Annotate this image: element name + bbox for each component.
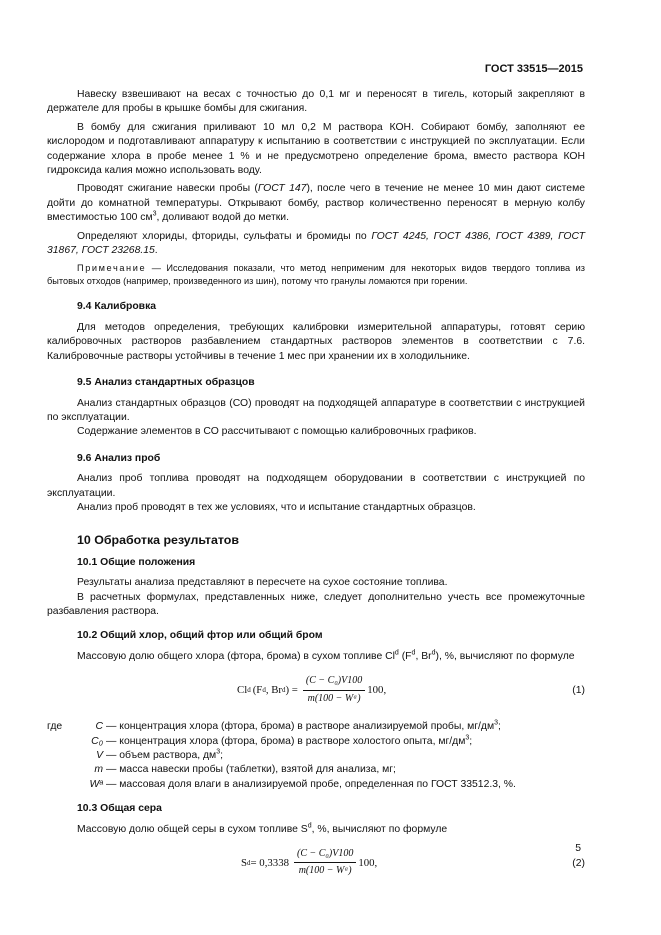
formula-1-number: (1)	[572, 685, 585, 697]
page-number: 5	[575, 843, 581, 854]
gost-refs: ГОСТ 4245, ГОСТ 4386, ГОСТ 4389, ГОСТ 31867, ГОСТ 23268.15	[47, 230, 585, 257]
formula-2	[47, 843, 585, 887]
section-10-3-title: 10.3 Общая сера	[77, 803, 162, 815]
section-9-6-title: 9.6 Анализ проб	[77, 452, 161, 464]
formula-1-numerator: (C − C₀)V100	[303, 674, 365, 690]
formula-2-number: (2)	[572, 858, 585, 870]
gost-147-ref: ГОСТ 147	[257, 183, 307, 195]
section-9-5-title: 9.5 Анализ стандартных образцов	[77, 377, 255, 389]
section-9-5-text-1: Анализ стандартных образцов (СО) проводят на подходящей аппаратуре в соответствии с инструкцией по эксплуатации.	[47, 397, 585, 423]
definition-row: m — масса навески пробы (таблетки), взятой для анализа, мг;	[94, 764, 396, 776]
definition-row: V — объем раствора, $дм^3$;	[96, 748, 223, 761]
paragraph-bomb: В бомбу для сжигания приливают 10 мл 0,2 М раствора КОН. Собирают бомбу, заполняют ее кислородом и подготавливают аппаратуру к испытанию в соответствии с инструкцией по эксплуатации. Если содержание хлора в пробе менее 1 % и не предусмотрено определение брома, вместо раствора КОН гидроксида калия можно использовать воду.	[47, 121, 585, 177]
definition-where: где C	[47, 721, 103, 733]
formula-1-fraction	[303, 674, 365, 706]
paragraph-weighing: Навеску взвешивают на весах с точностью до 0,1 мг и переносят в тигель, который закрепляют в держателе для пробы в крышке бомбы для сжигания.	[47, 89, 585, 115]
paragraph-combustion: Проводят сжигание навески пробы (ГОСТ 147), после чего в течение не менее 10 мин дают системе дойти до комнатной температуры. Открывают бомбу, раствор количественно переносят в мерную колбу вместимостью 100 $см^3$, доливают водой до метки.	[47, 183, 586, 224]
section-9-4-title: 9.4 Калибровка	[77, 301, 157, 313]
formula-1-definitions	[47, 720, 585, 792]
note: Примечание — Исследования показали, что метод неприменим для некоторых видов твердого топлива из бытовых отходов (например, произведенного из шин), потому что гранулы ломаются при горении.	[47, 263, 585, 287]
formula-2-numerator: (C − C₀)V100	[294, 847, 356, 863]
paragraph-determine: Определяют хлориды, фториды, сульфаты и бромиды по ГОСТ 4245, ГОСТ 4386, ГОСТ 4389, ГОСТ 31867, ГОСТ 23268.15.	[47, 230, 585, 257]
note-label: Примечание	[77, 263, 147, 274]
section-9-4-text: Для методов определения, требующих калибровки измерительной аппаратуры, готовят серию калибровочных растворов разбавлением стандартных растворов элементов в соответствии с 7.6. Калибровочные растворы устойчивы в течение 1 мес при хранении их в холодильнике.	[47, 321, 585, 362]
section-9-6-text-2: Анализ проб проводят в тех же условиях, что и испытание стандартных образцов.	[77, 501, 476, 513]
document-id: ГОСТ 33515—2015	[484, 63, 583, 75]
formula-1-denominator: m(100 − Wᵃ)	[307, 692, 361, 704]
section-9-6-text-1: Анализ проб топлива проводят на подходящем оборудовании в соответствии с инструкцией по эксплуатации.	[47, 473, 585, 499]
section-10-1-title: 10.1 Общие положения	[77, 556, 196, 568]
section-10-2-title: 10.2 Общий хлор, общий фтор или общий бром	[77, 630, 323, 642]
formula-2-denominator: m(100 − Wᵃ)	[298, 865, 352, 877]
page-content	[47, 88, 585, 893]
section-10-2-text: Массовую долю общего хлора (фтора, брома) в сухом топливе Cl$^d$ ($F^d$, Br$^d$), %, вычисляют по формуле	[77, 649, 575, 662]
formula-2-expression: S d = 0,3338 $\frac{\text{(C − C₀)V100}}{\text{m(100 − Wᵃ)}}$ 100,	[241, 847, 377, 879]
section-10-1-text-2: В расчетных формулах, представленных ниже, следует дополнительно учесть все промежуточные разбавления раствора.	[47, 591, 585, 617]
formula-1	[47, 670, 585, 714]
definition-row: C₀ — концентрация хлора (фтора, брома) в растворе холостого опыта, $мг/дм^3$;	[91, 734, 473, 747]
definition-row: Wᵃ — массовая доля влаги в анализируемой пробе, определенная по ГОСТ 33512.3, %.	[89, 778, 516, 790]
section-10-title: 10 Обработка результатов	[77, 533, 239, 548]
section-10-3-text: Массовую долю общей серы в сухом топливе $S^d$, %, вычисляют по формуле	[77, 822, 448, 835]
formula-2-fraction	[294, 847, 356, 879]
formula-1-expression: Cl d (F d , Br d ) = $\frac{\text{(C − C₀)V100}}{\text{m(100 − Wᵃ)}}$ 100,	[237, 674, 386, 706]
section-9-5-text-2: Содержание элементов в СО рассчитывают с помощью калибровочных графиков.	[77, 426, 477, 438]
definition-row: где C — концентрация хлора (фтора, брома) в растворе анализируемой пробы, $мг/дм^3$;	[47, 720, 585, 734]
section-10-1-text-1: Результаты анализа представляют в пересчете на сухое состояние топлива.	[77, 577, 448, 589]
